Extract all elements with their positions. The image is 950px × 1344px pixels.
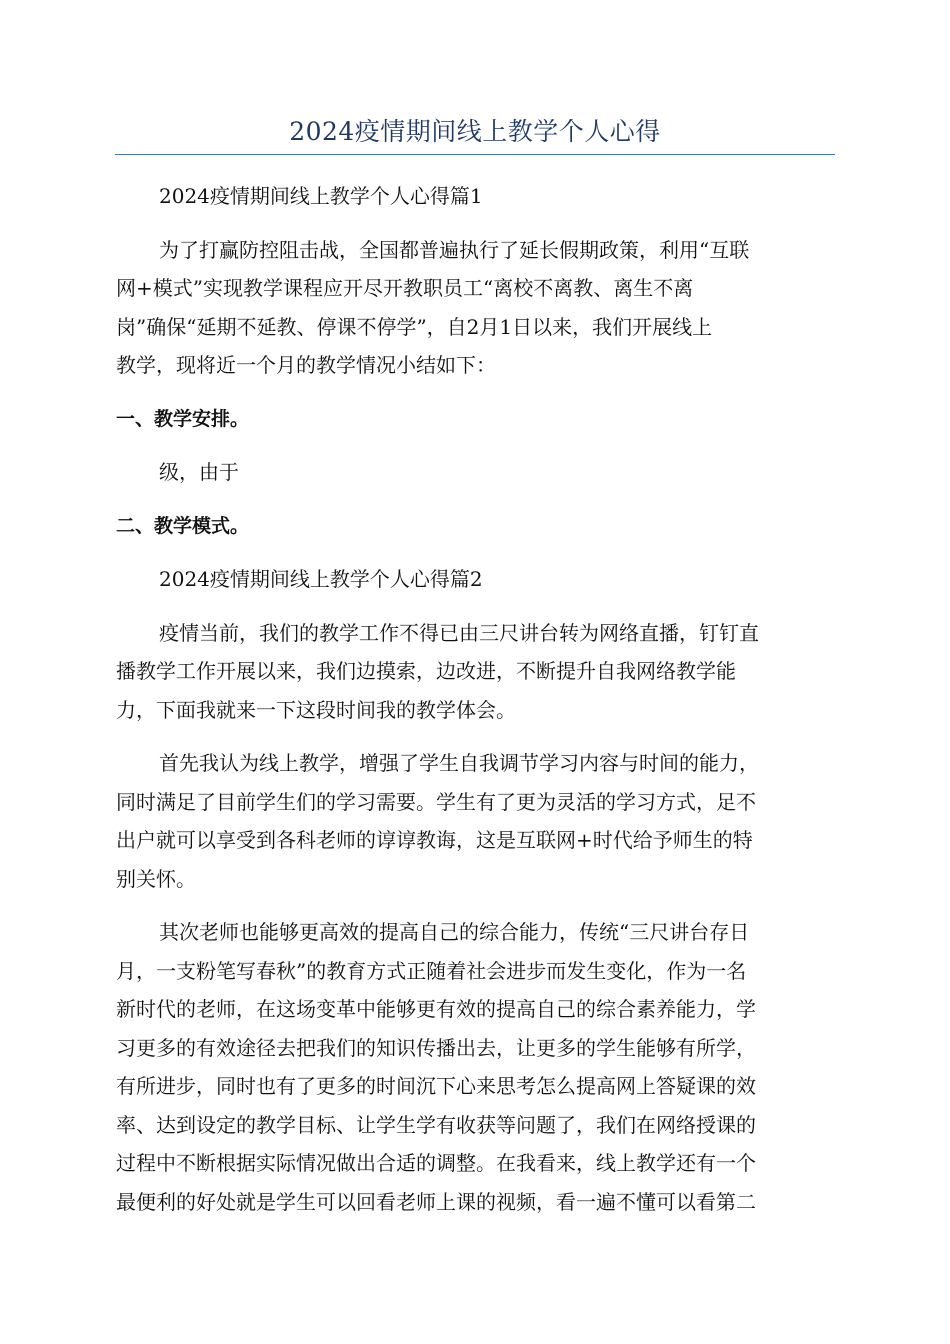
text-line: 教学，现将近一个月的教学情况小结如下： bbox=[116, 353, 496, 377]
text-line: 有所进步，同时也有了更多的时间沉下心来思考怎么提高网上答疑课的效 bbox=[116, 1074, 756, 1098]
paragraph-second bbox=[116, 913, 836, 1221]
text-line: 过程中不断根据实际情况做出合适的调整。在我看来，线上教学还有一个 bbox=[116, 1151, 756, 1175]
text-line: 岗”确保“延期不延教、停课不停学”，自2月1日以来，我们开展线上 bbox=[116, 314, 713, 339]
title-underline bbox=[115, 154, 835, 155]
text-line: 最便利的好处就是学生可以回看老师上课的视频，看一遍不懂可以看第二 bbox=[116, 1189, 756, 1214]
text-line: 习更多的有效途径去把我们的知识传播出去，让更多的学生能够有所学， bbox=[116, 1035, 756, 1060]
document-body bbox=[116, 177, 836, 1221]
section-subtitle-1: 2024疫情期间线上教学个人心得篇1 bbox=[159, 184, 483, 208]
section-subtitle-2: 2024疫情期间线上教学个人心得篇2 bbox=[159, 567, 483, 591]
paragraph-grade: 级，由于 bbox=[159, 460, 239, 484]
heading-teaching-arrangement: 一、教学安排。 bbox=[116, 407, 250, 430]
text-line: 率、达到设定的教学目标、让学生学有收获等问题了，我们在网络授课的 bbox=[116, 1112, 756, 1137]
paragraph-intro bbox=[116, 231, 836, 385]
text-line: 疫情当前，我们的教学工作不得已由三尺讲台转为网络直播，钉钉直 bbox=[159, 620, 759, 645]
text-line: 其次老师也能够更高效的提高自己的综合能力，传统“三尺讲台存日 bbox=[159, 920, 750, 944]
text-line: 网+模式”实现教学课程应开尽开教职员工“离校不离教、离生不离 bbox=[116, 276, 694, 300]
paragraph-epidemic bbox=[116, 614, 836, 730]
text-line: 出户就可以享受到各科老师的谆谆教诲，这是互联网+时代给予师生的特 bbox=[116, 828, 753, 852]
text-line: 首先我认为线上教学，增强了学生自我调节学习内容与时间的能力， bbox=[159, 751, 759, 775]
document-title: 2024疫情期间线上教学个人心得 bbox=[289, 117, 661, 146]
heading-teaching-mode: 二、教学模式。 bbox=[116, 514, 250, 537]
text-line: 月，一支粉笔写春秋”的教育方式正随着社会进步而发生变化，作为一名 bbox=[116, 958, 747, 983]
text-line: 力，下面我就来一下这段时间我的教学体会。 bbox=[116, 697, 516, 722]
text-line: 播教学工作开展以来，我们边摸索，边改进，不断提升自我网络教学能 bbox=[116, 659, 736, 683]
text-line: 别关怀。 bbox=[116, 866, 196, 891]
paragraph-first bbox=[116, 744, 836, 898]
text-line: 新时代的老师，在这场变革中能够更有效的提高自己的综合素养能力，学 bbox=[116, 997, 756, 1021]
text-line: 为了打赢防控阻击战，全国都普遍执行了延长假期政策，利用“互联 bbox=[159, 237, 750, 262]
text-line: 同时满足了目前学生们的学习需要。学生有了更为灵活的学习方式，足不 bbox=[116, 789, 756, 814]
